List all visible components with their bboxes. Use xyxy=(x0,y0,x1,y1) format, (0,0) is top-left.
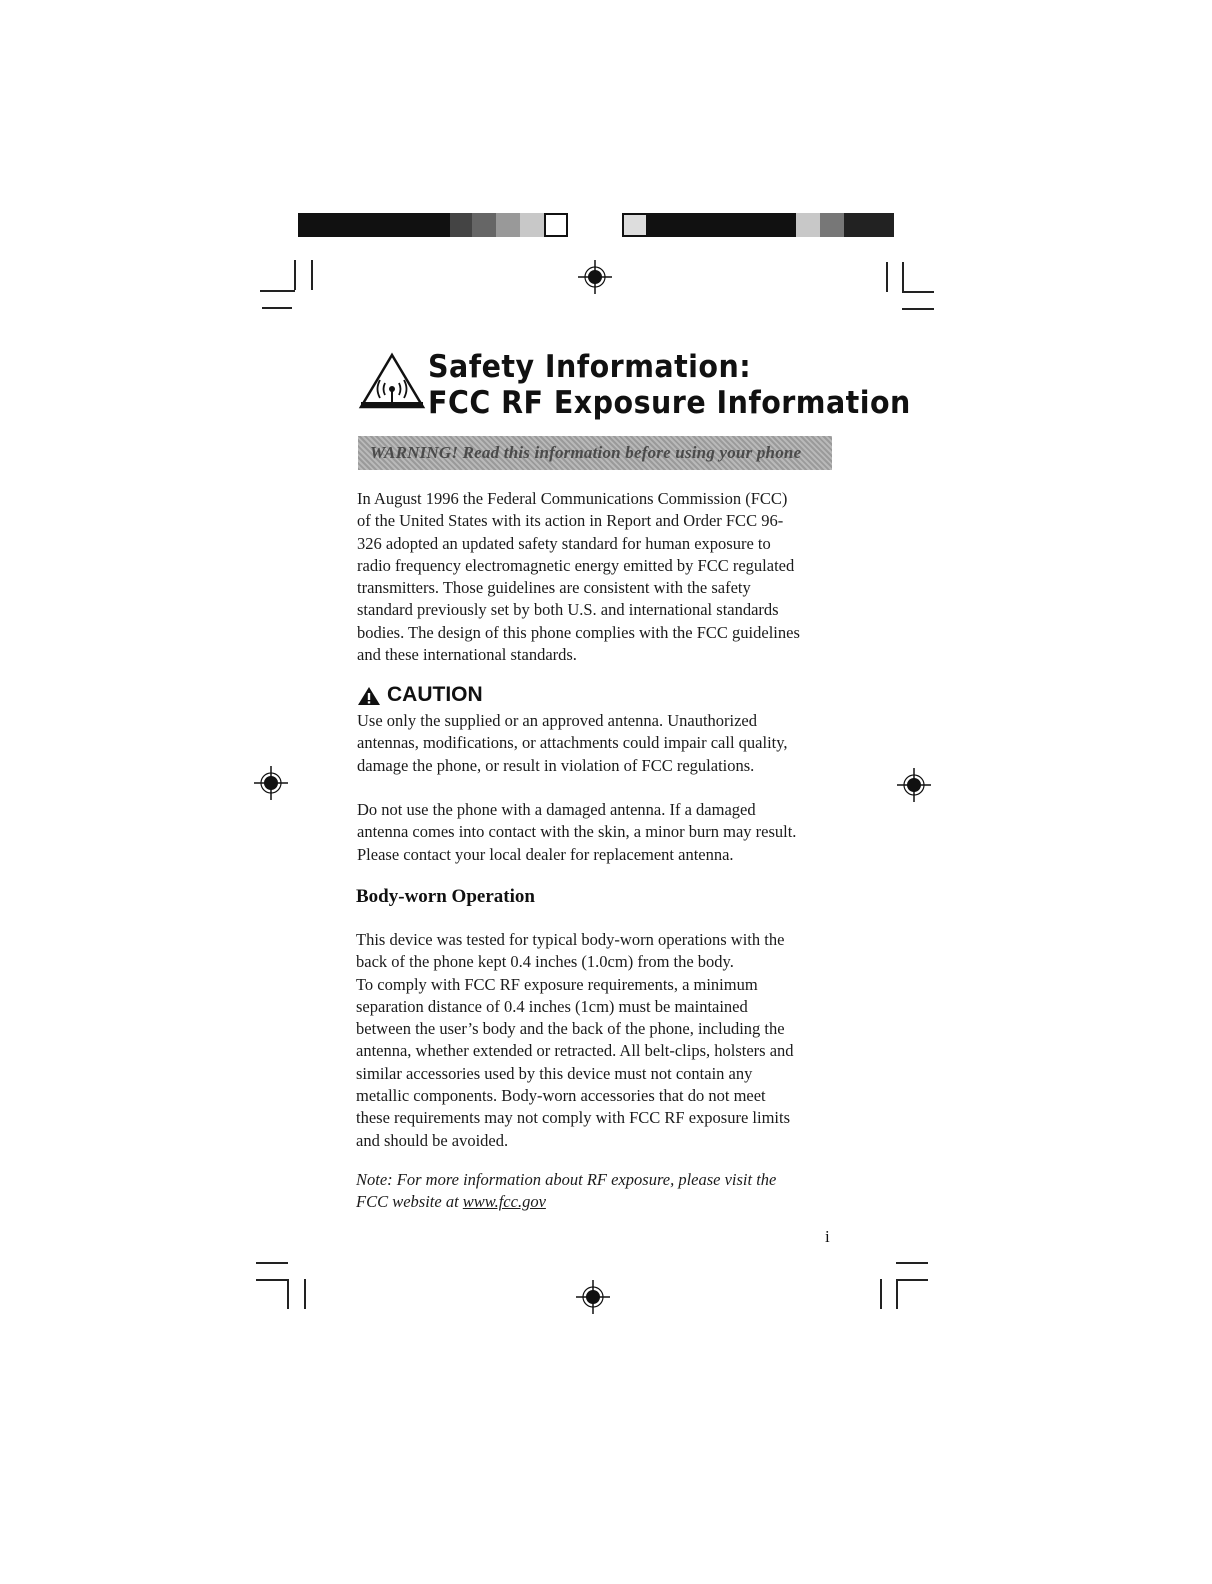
registration-target-icon xyxy=(576,1280,610,1314)
caution-paragraph-1 xyxy=(357,710,788,777)
body-worn-line: between the user’s body and the back of the phone, including the xyxy=(356,1019,785,1039)
warning-banner-text: WARNING! Read this information before using your phone xyxy=(370,443,802,462)
caution-line: Do not use the phone with a damaged antenna. If a damaged xyxy=(357,800,756,819)
rf-warning-triangle-icon xyxy=(358,352,426,410)
intro-line: radio frequency electromagnetic energy emitted by FCC regulated xyxy=(357,555,795,575)
body-worn-line: To comply with FCC RF exposure requirements, a minimum xyxy=(356,974,758,994)
caution-line: Please contact your local dealer for replacement antenna. xyxy=(357,844,734,864)
intro-line: transmitters. Those guidelines are consistent with the safety xyxy=(357,578,751,598)
warning-triangle-icon xyxy=(357,686,381,706)
intro-line: of the United States with its action in Report and Order FCC 96- xyxy=(357,511,784,531)
body-worn-line: separation distance of 0.4 inches (1cm) must be maintained xyxy=(356,996,748,1016)
intro-line: 326 adopted an updated safety standard for human exposure to xyxy=(357,533,771,553)
note xyxy=(356,1169,776,1214)
fcc-website-link[interactable]: www.fcc.gov xyxy=(462,1192,546,1212)
caution-paragraph-2 xyxy=(357,799,796,866)
page-title-line1: Safety Information: xyxy=(428,349,752,385)
note-prefix: FCC website at xyxy=(356,1192,463,1212)
body-worn-line: back of the phone kept 0.4 inches (1.0cm) from the body. xyxy=(356,952,734,972)
body-worn-line: and should be avoided. xyxy=(356,1130,509,1150)
body-worn-line: This device was tested for typical body-worn operations with the xyxy=(356,930,785,949)
registration-target-icon xyxy=(897,768,931,802)
intro-line: and these international standards. xyxy=(357,645,577,665)
note-line-2 xyxy=(356,1191,776,1213)
page-number: i xyxy=(825,1227,830,1246)
registration-target-icon xyxy=(254,766,288,800)
caution-heading: CAUTION xyxy=(387,683,483,706)
caution-line: damage the phone, or result in violation of FCC regulations. xyxy=(357,755,755,775)
intro-line: bodies. The design of this phone complies with the FCC guidelines xyxy=(357,622,800,642)
note-line-1: Note: For more information about RF exposure, please visit the xyxy=(356,1170,777,1189)
body-worn-heading: Body-worn Operation xyxy=(356,886,535,907)
warning-banner xyxy=(358,436,832,470)
intro-line: In August 1996 the Federal Communications Commission (FCC) xyxy=(357,489,788,508)
body-worn-line: metallic components. Body-worn accessories that do not meet xyxy=(356,1086,766,1106)
caution-line: antennas, modifications, or attachments could impair call quality, xyxy=(357,733,788,753)
intro-paragraph xyxy=(357,488,800,666)
registration-target-icon xyxy=(578,260,612,294)
body-worn-line: these requirements may not comply with FCC RF exposure limits xyxy=(356,1108,791,1128)
intro-line: standard previously set by both U.S. and international standards xyxy=(357,600,779,620)
body-worn-paragraph xyxy=(356,929,794,1152)
caution-line: Use only the supplied or an approved antenna. Unauthorized xyxy=(357,711,758,730)
body-worn-line: similar accessories used by this device must not contain any xyxy=(356,1063,753,1083)
page-title-line2: FCC RF Exposure Information xyxy=(428,385,911,421)
caution-line: antenna comes into contact with the skin, a minor burn may result. xyxy=(357,822,797,842)
body-worn-line: antenna, whether extended or retracted. All belt-clips, holsters and xyxy=(356,1041,794,1061)
